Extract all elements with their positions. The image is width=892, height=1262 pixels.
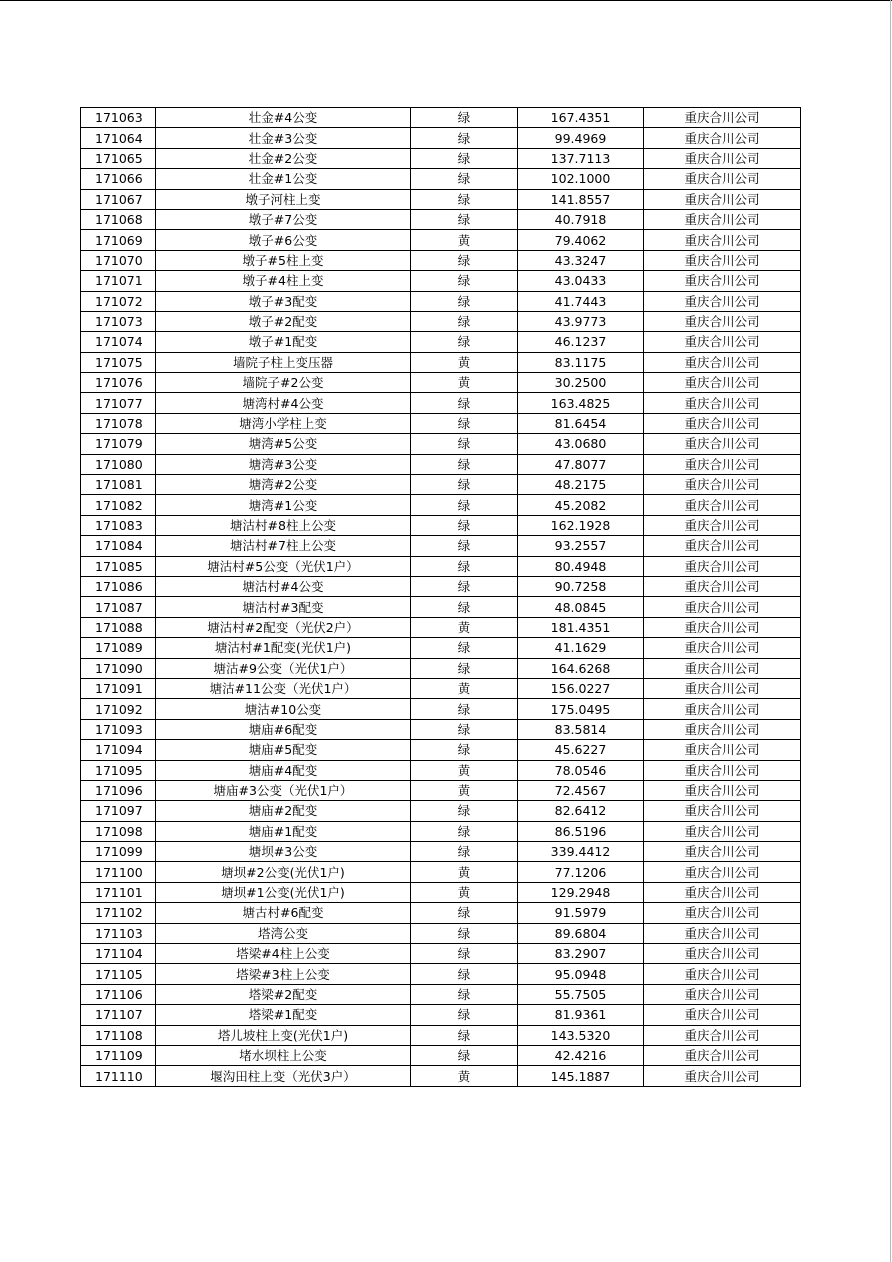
table-row xyxy=(81,1025,801,1045)
table-row xyxy=(81,780,801,800)
status-cell: 绿 xyxy=(411,128,518,148)
status-cell: 绿 xyxy=(411,923,518,943)
company-cell: 重庆合川公司 xyxy=(644,373,801,393)
load-value-cell: 55.7505 xyxy=(518,984,644,1004)
transformer-name-cell: 塘庙#6配变 xyxy=(156,719,411,739)
status-cell: 绿 xyxy=(411,271,518,291)
company-cell: 重庆合川公司 xyxy=(644,352,801,372)
status-cell: 绿 xyxy=(411,984,518,1004)
status-cell: 绿 xyxy=(411,576,518,596)
table-row xyxy=(81,1045,801,1065)
company-cell: 重庆合川公司 xyxy=(644,556,801,576)
company-cell: 重庆合川公司 xyxy=(644,842,801,862)
row-id-cell: 171070 xyxy=(81,250,156,270)
table-row xyxy=(81,454,801,474)
transformer-name-cell: 塘沽村#7柱上公变 xyxy=(156,536,411,556)
company-cell: 重庆合川公司 xyxy=(644,760,801,780)
load-value-cell: 30.2500 xyxy=(518,373,644,393)
status-cell: 绿 xyxy=(411,801,518,821)
status-cell: 绿 xyxy=(411,413,518,433)
company-cell: 重庆合川公司 xyxy=(644,597,801,617)
table-row xyxy=(81,536,801,556)
load-value-cell: 91.5979 xyxy=(518,903,644,923)
row-id-cell: 171069 xyxy=(81,230,156,250)
row-id-cell: 171091 xyxy=(81,678,156,698)
status-cell: 绿 xyxy=(411,332,518,352)
transformer-name-cell: 塘坝#1公变(光伏1户) xyxy=(156,882,411,902)
table-row xyxy=(81,556,801,576)
status-cell: 绿 xyxy=(411,1045,518,1065)
table-row xyxy=(81,944,801,964)
status-cell: 黄 xyxy=(411,882,518,902)
load-value-cell: 181.4351 xyxy=(518,617,644,637)
transformer-name-cell: 塘湾#2公变 xyxy=(156,475,411,495)
company-cell: 重庆合川公司 xyxy=(644,658,801,678)
load-value-cell: 72.4567 xyxy=(518,780,644,800)
table-body xyxy=(81,108,801,1087)
transformer-name-cell: 塘沽村#5公变（光伏1户） xyxy=(156,556,411,576)
load-value-cell: 78.0546 xyxy=(518,760,644,780)
status-cell: 绿 xyxy=(411,944,518,964)
table-row xyxy=(81,740,801,760)
table-row xyxy=(81,638,801,658)
load-value-cell: 43.0433 xyxy=(518,271,644,291)
load-value-cell: 95.0948 xyxy=(518,964,644,984)
company-cell: 重庆合川公司 xyxy=(644,434,801,454)
row-id-cell: 171106 xyxy=(81,984,156,1004)
load-value-cell: 83.1175 xyxy=(518,352,644,372)
page-top-border xyxy=(0,0,892,1)
table-row xyxy=(81,678,801,698)
load-value-cell: 82.6412 xyxy=(518,801,644,821)
status-cell: 绿 xyxy=(411,434,518,454)
status-cell: 黄 xyxy=(411,617,518,637)
transformer-name-cell: 墩子#2配变 xyxy=(156,311,411,331)
load-value-cell: 45.6227 xyxy=(518,740,644,760)
load-value-cell: 42.4216 xyxy=(518,1045,644,1065)
company-cell: 重庆合川公司 xyxy=(644,780,801,800)
status-cell: 绿 xyxy=(411,1025,518,1045)
company-cell: 重庆合川公司 xyxy=(644,128,801,148)
company-cell: 重庆合川公司 xyxy=(644,393,801,413)
company-cell: 重庆合川公司 xyxy=(644,882,801,902)
load-value-cell: 46.1237 xyxy=(518,332,644,352)
row-id-cell: 171099 xyxy=(81,842,156,862)
transformer-name-cell: 塘沽村#3配变 xyxy=(156,597,411,617)
load-value-cell: 40.7918 xyxy=(518,209,644,229)
status-cell: 绿 xyxy=(411,189,518,209)
row-id-cell: 171087 xyxy=(81,597,156,617)
load-value-cell: 86.5196 xyxy=(518,821,644,841)
row-id-cell: 171098 xyxy=(81,821,156,841)
table-row xyxy=(81,332,801,352)
company-cell: 重庆合川公司 xyxy=(644,719,801,739)
table-row xyxy=(81,821,801,841)
company-cell: 重庆合川公司 xyxy=(644,291,801,311)
load-value-cell: 80.4948 xyxy=(518,556,644,576)
transformer-name-cell: 塔湾公变 xyxy=(156,923,411,943)
row-id-cell: 171080 xyxy=(81,454,156,474)
row-id-cell: 171076 xyxy=(81,373,156,393)
load-value-cell: 41.1629 xyxy=(518,638,644,658)
company-cell: 重庆合川公司 xyxy=(644,984,801,1004)
transformer-name-cell: 墩子#6公变 xyxy=(156,230,411,250)
status-cell: 绿 xyxy=(411,291,518,311)
status-cell: 绿 xyxy=(411,821,518,841)
load-value-cell: 77.1206 xyxy=(518,862,644,882)
company-cell: 重庆合川公司 xyxy=(644,332,801,352)
load-value-cell: 137.7113 xyxy=(518,148,644,168)
status-cell: 绿 xyxy=(411,719,518,739)
row-id-cell: 171096 xyxy=(81,780,156,800)
status-cell: 绿 xyxy=(411,638,518,658)
row-id-cell: 171082 xyxy=(81,495,156,515)
company-cell: 重庆合川公司 xyxy=(644,1025,801,1045)
transformer-name-cell: 壮金#1公变 xyxy=(156,169,411,189)
load-value-cell: 167.4351 xyxy=(518,108,644,128)
company-cell: 重庆合川公司 xyxy=(644,209,801,229)
table-row xyxy=(81,699,801,719)
transformer-name-cell: 塘庙#4配变 xyxy=(156,760,411,780)
status-cell: 绿 xyxy=(411,148,518,168)
company-cell: 重庆合川公司 xyxy=(644,617,801,637)
status-cell: 黄 xyxy=(411,373,518,393)
row-id-cell: 171089 xyxy=(81,638,156,658)
status-cell: 绿 xyxy=(411,209,518,229)
table-row xyxy=(81,169,801,189)
row-id-cell: 171088 xyxy=(81,617,156,637)
status-cell: 绿 xyxy=(411,108,518,128)
transformer-name-cell: 塘湾村#4公变 xyxy=(156,393,411,413)
table-row xyxy=(81,209,801,229)
table-row xyxy=(81,291,801,311)
company-cell: 重庆合川公司 xyxy=(644,230,801,250)
company-cell: 重庆合川公司 xyxy=(644,1066,801,1086)
row-id-cell: 171067 xyxy=(81,189,156,209)
transformer-name-cell: 塘沽村#1配变(光伏1户) xyxy=(156,638,411,658)
load-value-cell: 175.0495 xyxy=(518,699,644,719)
table-row xyxy=(81,352,801,372)
transformer-name-cell: 塘庙#5配变 xyxy=(156,740,411,760)
company-cell: 重庆合川公司 xyxy=(644,740,801,760)
row-id-cell: 171108 xyxy=(81,1025,156,1045)
row-id-cell: 171071 xyxy=(81,271,156,291)
status-cell: 绿 xyxy=(411,740,518,760)
status-cell: 绿 xyxy=(411,556,518,576)
load-value-cell: 143.5320 xyxy=(518,1025,644,1045)
table-row xyxy=(81,108,801,128)
status-cell: 绿 xyxy=(411,454,518,474)
transformer-name-cell: 墩子#5柱上变 xyxy=(156,250,411,270)
transformer-name-cell: 塘沽#9公变（光伏1户） xyxy=(156,658,411,678)
company-cell: 重庆合川公司 xyxy=(644,495,801,515)
load-value-cell: 81.9361 xyxy=(518,1005,644,1025)
row-id-cell: 171072 xyxy=(81,291,156,311)
table-row xyxy=(81,984,801,1004)
load-value-cell: 129.2948 xyxy=(518,882,644,902)
transformer-name-cell: 塔儿坡柱上变(光伏1户) xyxy=(156,1025,411,1045)
row-id-cell: 171095 xyxy=(81,760,156,780)
status-cell: 黄 xyxy=(411,862,518,882)
transformer-name-cell: 塔梁#2配变 xyxy=(156,984,411,1004)
status-cell: 绿 xyxy=(411,597,518,617)
status-cell: 绿 xyxy=(411,842,518,862)
row-id-cell: 171083 xyxy=(81,515,156,535)
status-cell: 黄 xyxy=(411,1066,518,1086)
table-row xyxy=(81,393,801,413)
load-value-cell: 83.2907 xyxy=(518,944,644,964)
table-row xyxy=(81,842,801,862)
row-id-cell: 171063 xyxy=(81,108,156,128)
row-id-cell: 171090 xyxy=(81,658,156,678)
company-cell: 重庆合川公司 xyxy=(644,964,801,984)
load-value-cell: 163.4825 xyxy=(518,393,644,413)
company-cell: 重庆合川公司 xyxy=(644,189,801,209)
company-cell: 重庆合川公司 xyxy=(644,801,801,821)
transformer-name-cell: 墩子#4柱上变 xyxy=(156,271,411,291)
table-row xyxy=(81,515,801,535)
load-value-cell: 47.8077 xyxy=(518,454,644,474)
transformer-name-cell: 塔梁#4柱上公变 xyxy=(156,944,411,964)
transformer-name-cell: 塘庙#3公变（光伏1户） xyxy=(156,780,411,800)
load-value-cell: 162.1928 xyxy=(518,515,644,535)
table-row xyxy=(81,760,801,780)
transformer-table xyxy=(80,107,801,1087)
row-id-cell: 171105 xyxy=(81,964,156,984)
status-cell: 绿 xyxy=(411,475,518,495)
status-cell: 绿 xyxy=(411,311,518,331)
row-id-cell: 171109 xyxy=(81,1045,156,1065)
load-value-cell: 93.2557 xyxy=(518,536,644,556)
company-cell: 重庆合川公司 xyxy=(644,108,801,128)
status-cell: 绿 xyxy=(411,515,518,535)
company-cell: 重庆合川公司 xyxy=(644,1005,801,1025)
transformer-name-cell: 塘坝#2公变(光伏1户) xyxy=(156,862,411,882)
table-row xyxy=(81,882,801,902)
transformer-name-cell: 塘湾#3公变 xyxy=(156,454,411,474)
row-id-cell: 171102 xyxy=(81,903,156,923)
transformer-name-cell: 壮金#2公变 xyxy=(156,148,411,168)
table-row xyxy=(81,597,801,617)
row-id-cell: 171077 xyxy=(81,393,156,413)
transformer-name-cell: 塘沽#11公变（光伏1户） xyxy=(156,678,411,698)
load-value-cell: 83.5814 xyxy=(518,719,644,739)
transformer-name-cell: 塘湾小学柱上变 xyxy=(156,413,411,433)
row-id-cell: 171073 xyxy=(81,311,156,331)
status-cell: 绿 xyxy=(411,536,518,556)
company-cell: 重庆合川公司 xyxy=(644,475,801,495)
row-id-cell: 171086 xyxy=(81,576,156,596)
transformer-name-cell: 塘古村#6配变 xyxy=(156,903,411,923)
table-row xyxy=(81,1066,801,1086)
status-cell: 绿 xyxy=(411,1005,518,1025)
table-row xyxy=(81,1005,801,1025)
status-cell: 黄 xyxy=(411,678,518,698)
company-cell: 重庆合川公司 xyxy=(644,148,801,168)
status-cell: 绿 xyxy=(411,250,518,270)
load-value-cell: 43.3247 xyxy=(518,250,644,270)
load-value-cell: 45.2082 xyxy=(518,495,644,515)
company-cell: 重庆合川公司 xyxy=(644,1045,801,1065)
status-cell: 绿 xyxy=(411,964,518,984)
transformer-name-cell: 壮金#4公变 xyxy=(156,108,411,128)
load-value-cell: 41.7443 xyxy=(518,291,644,311)
row-id-cell: 171065 xyxy=(81,148,156,168)
table-row xyxy=(81,617,801,637)
company-cell: 重庆合川公司 xyxy=(644,923,801,943)
row-id-cell: 171079 xyxy=(81,434,156,454)
load-value-cell: 164.6268 xyxy=(518,658,644,678)
company-cell: 重庆合川公司 xyxy=(644,413,801,433)
load-value-cell: 102.1000 xyxy=(518,169,644,189)
row-id-cell: 171107 xyxy=(81,1005,156,1025)
row-id-cell: 171074 xyxy=(81,332,156,352)
status-cell: 黄 xyxy=(411,780,518,800)
table-row xyxy=(81,250,801,270)
row-id-cell: 171081 xyxy=(81,475,156,495)
transformer-name-cell: 塘庙#2配变 xyxy=(156,801,411,821)
status-cell: 绿 xyxy=(411,495,518,515)
load-value-cell: 339.4412 xyxy=(518,842,644,862)
status-cell: 绿 xyxy=(411,169,518,189)
row-id-cell: 171075 xyxy=(81,352,156,372)
row-id-cell: 171066 xyxy=(81,169,156,189)
transformer-name-cell: 塘湾#1公变 xyxy=(156,495,411,515)
row-id-cell: 171064 xyxy=(81,128,156,148)
load-value-cell: 79.4062 xyxy=(518,230,644,250)
company-cell: 重庆合川公司 xyxy=(644,576,801,596)
company-cell: 重庆合川公司 xyxy=(644,311,801,331)
row-id-cell: 171068 xyxy=(81,209,156,229)
table-row xyxy=(81,189,801,209)
company-cell: 重庆合川公司 xyxy=(644,699,801,719)
row-id-cell: 171092 xyxy=(81,699,156,719)
company-cell: 重庆合川公司 xyxy=(644,454,801,474)
table-row xyxy=(81,495,801,515)
company-cell: 重庆合川公司 xyxy=(644,903,801,923)
transformer-name-cell: 塘庙#1配变 xyxy=(156,821,411,841)
transformer-name-cell: 墩子河柱上变 xyxy=(156,189,411,209)
company-cell: 重庆合川公司 xyxy=(644,821,801,841)
load-value-cell: 48.2175 xyxy=(518,475,644,495)
load-value-cell: 99.4969 xyxy=(518,128,644,148)
transformer-name-cell: 墩子#7公变 xyxy=(156,209,411,229)
table-row xyxy=(81,148,801,168)
load-value-cell: 43.0680 xyxy=(518,434,644,454)
transformer-name-cell: 墩子#1配变 xyxy=(156,332,411,352)
table-row xyxy=(81,801,801,821)
company-cell: 重庆合川公司 xyxy=(644,944,801,964)
table-row xyxy=(81,862,801,882)
load-value-cell: 141.8557 xyxy=(518,189,644,209)
company-cell: 重庆合川公司 xyxy=(644,536,801,556)
transformer-name-cell: 堰沟田柱上变（光伏3户） xyxy=(156,1066,411,1086)
row-id-cell: 171104 xyxy=(81,944,156,964)
table-row xyxy=(81,923,801,943)
transformer-name-cell: 塘坝#3公变 xyxy=(156,842,411,862)
table-row xyxy=(81,128,801,148)
table-row xyxy=(81,230,801,250)
table-row xyxy=(81,271,801,291)
row-id-cell: 171100 xyxy=(81,862,156,882)
company-cell: 重庆合川公司 xyxy=(644,250,801,270)
company-cell: 重庆合川公司 xyxy=(644,271,801,291)
row-id-cell: 171078 xyxy=(81,413,156,433)
status-cell: 绿 xyxy=(411,393,518,413)
transformer-name-cell: 堵水坝柱上公变 xyxy=(156,1045,411,1065)
row-id-cell: 171093 xyxy=(81,719,156,739)
table-row xyxy=(81,964,801,984)
status-cell: 黄 xyxy=(411,230,518,250)
load-value-cell: 48.0845 xyxy=(518,597,644,617)
transformer-name-cell: 塘沽村#8柱上公变 xyxy=(156,515,411,535)
table-row xyxy=(81,475,801,495)
load-value-cell: 43.9773 xyxy=(518,311,644,331)
transformer-name-cell: 塘沽村#4公变 xyxy=(156,576,411,596)
row-id-cell: 171097 xyxy=(81,801,156,821)
transformer-name-cell: 塔梁#3柱上公变 xyxy=(156,964,411,984)
table-row xyxy=(81,373,801,393)
row-id-cell: 171110 xyxy=(81,1066,156,1086)
load-value-cell: 90.7258 xyxy=(518,576,644,596)
company-cell: 重庆合川公司 xyxy=(644,638,801,658)
table-row xyxy=(81,719,801,739)
transformer-name-cell: 壮金#3公变 xyxy=(156,128,411,148)
company-cell: 重庆合川公司 xyxy=(644,515,801,535)
company-cell: 重庆合川公司 xyxy=(644,678,801,698)
table-row xyxy=(81,658,801,678)
table-row xyxy=(81,434,801,454)
load-value-cell: 156.0227 xyxy=(518,678,644,698)
status-cell: 绿 xyxy=(411,699,518,719)
load-value-cell: 89.6804 xyxy=(518,923,644,943)
company-cell: 重庆合川公司 xyxy=(644,862,801,882)
transformer-name-cell: 墙院子#2公变 xyxy=(156,373,411,393)
status-cell: 绿 xyxy=(411,658,518,678)
status-cell: 绿 xyxy=(411,903,518,923)
status-cell: 黄 xyxy=(411,760,518,780)
table-row xyxy=(81,576,801,596)
row-id-cell: 171103 xyxy=(81,923,156,943)
row-id-cell: 171084 xyxy=(81,536,156,556)
status-cell: 黄 xyxy=(411,352,518,372)
transformer-name-cell: 塔梁#1配变 xyxy=(156,1005,411,1025)
transformer-name-cell: 墩子#3配变 xyxy=(156,291,411,311)
row-id-cell: 171101 xyxy=(81,882,156,902)
load-value-cell: 81.6454 xyxy=(518,413,644,433)
company-cell: 重庆合川公司 xyxy=(644,169,801,189)
transformer-name-cell: 墙院子柱上变压器 xyxy=(156,352,411,372)
table-row xyxy=(81,311,801,331)
transformer-name-cell: 塘湾#5公变 xyxy=(156,434,411,454)
page-right-edge xyxy=(890,0,891,1262)
table-row xyxy=(81,413,801,433)
table-row xyxy=(81,903,801,923)
load-value-cell: 145.1887 xyxy=(518,1066,644,1086)
row-id-cell: 171094 xyxy=(81,740,156,760)
row-id-cell: 171085 xyxy=(81,556,156,576)
transformer-name-cell: 塘沽村#2配变（光伏2户） xyxy=(156,617,411,637)
transformer-name-cell: 塘沽#10公变 xyxy=(156,699,411,719)
